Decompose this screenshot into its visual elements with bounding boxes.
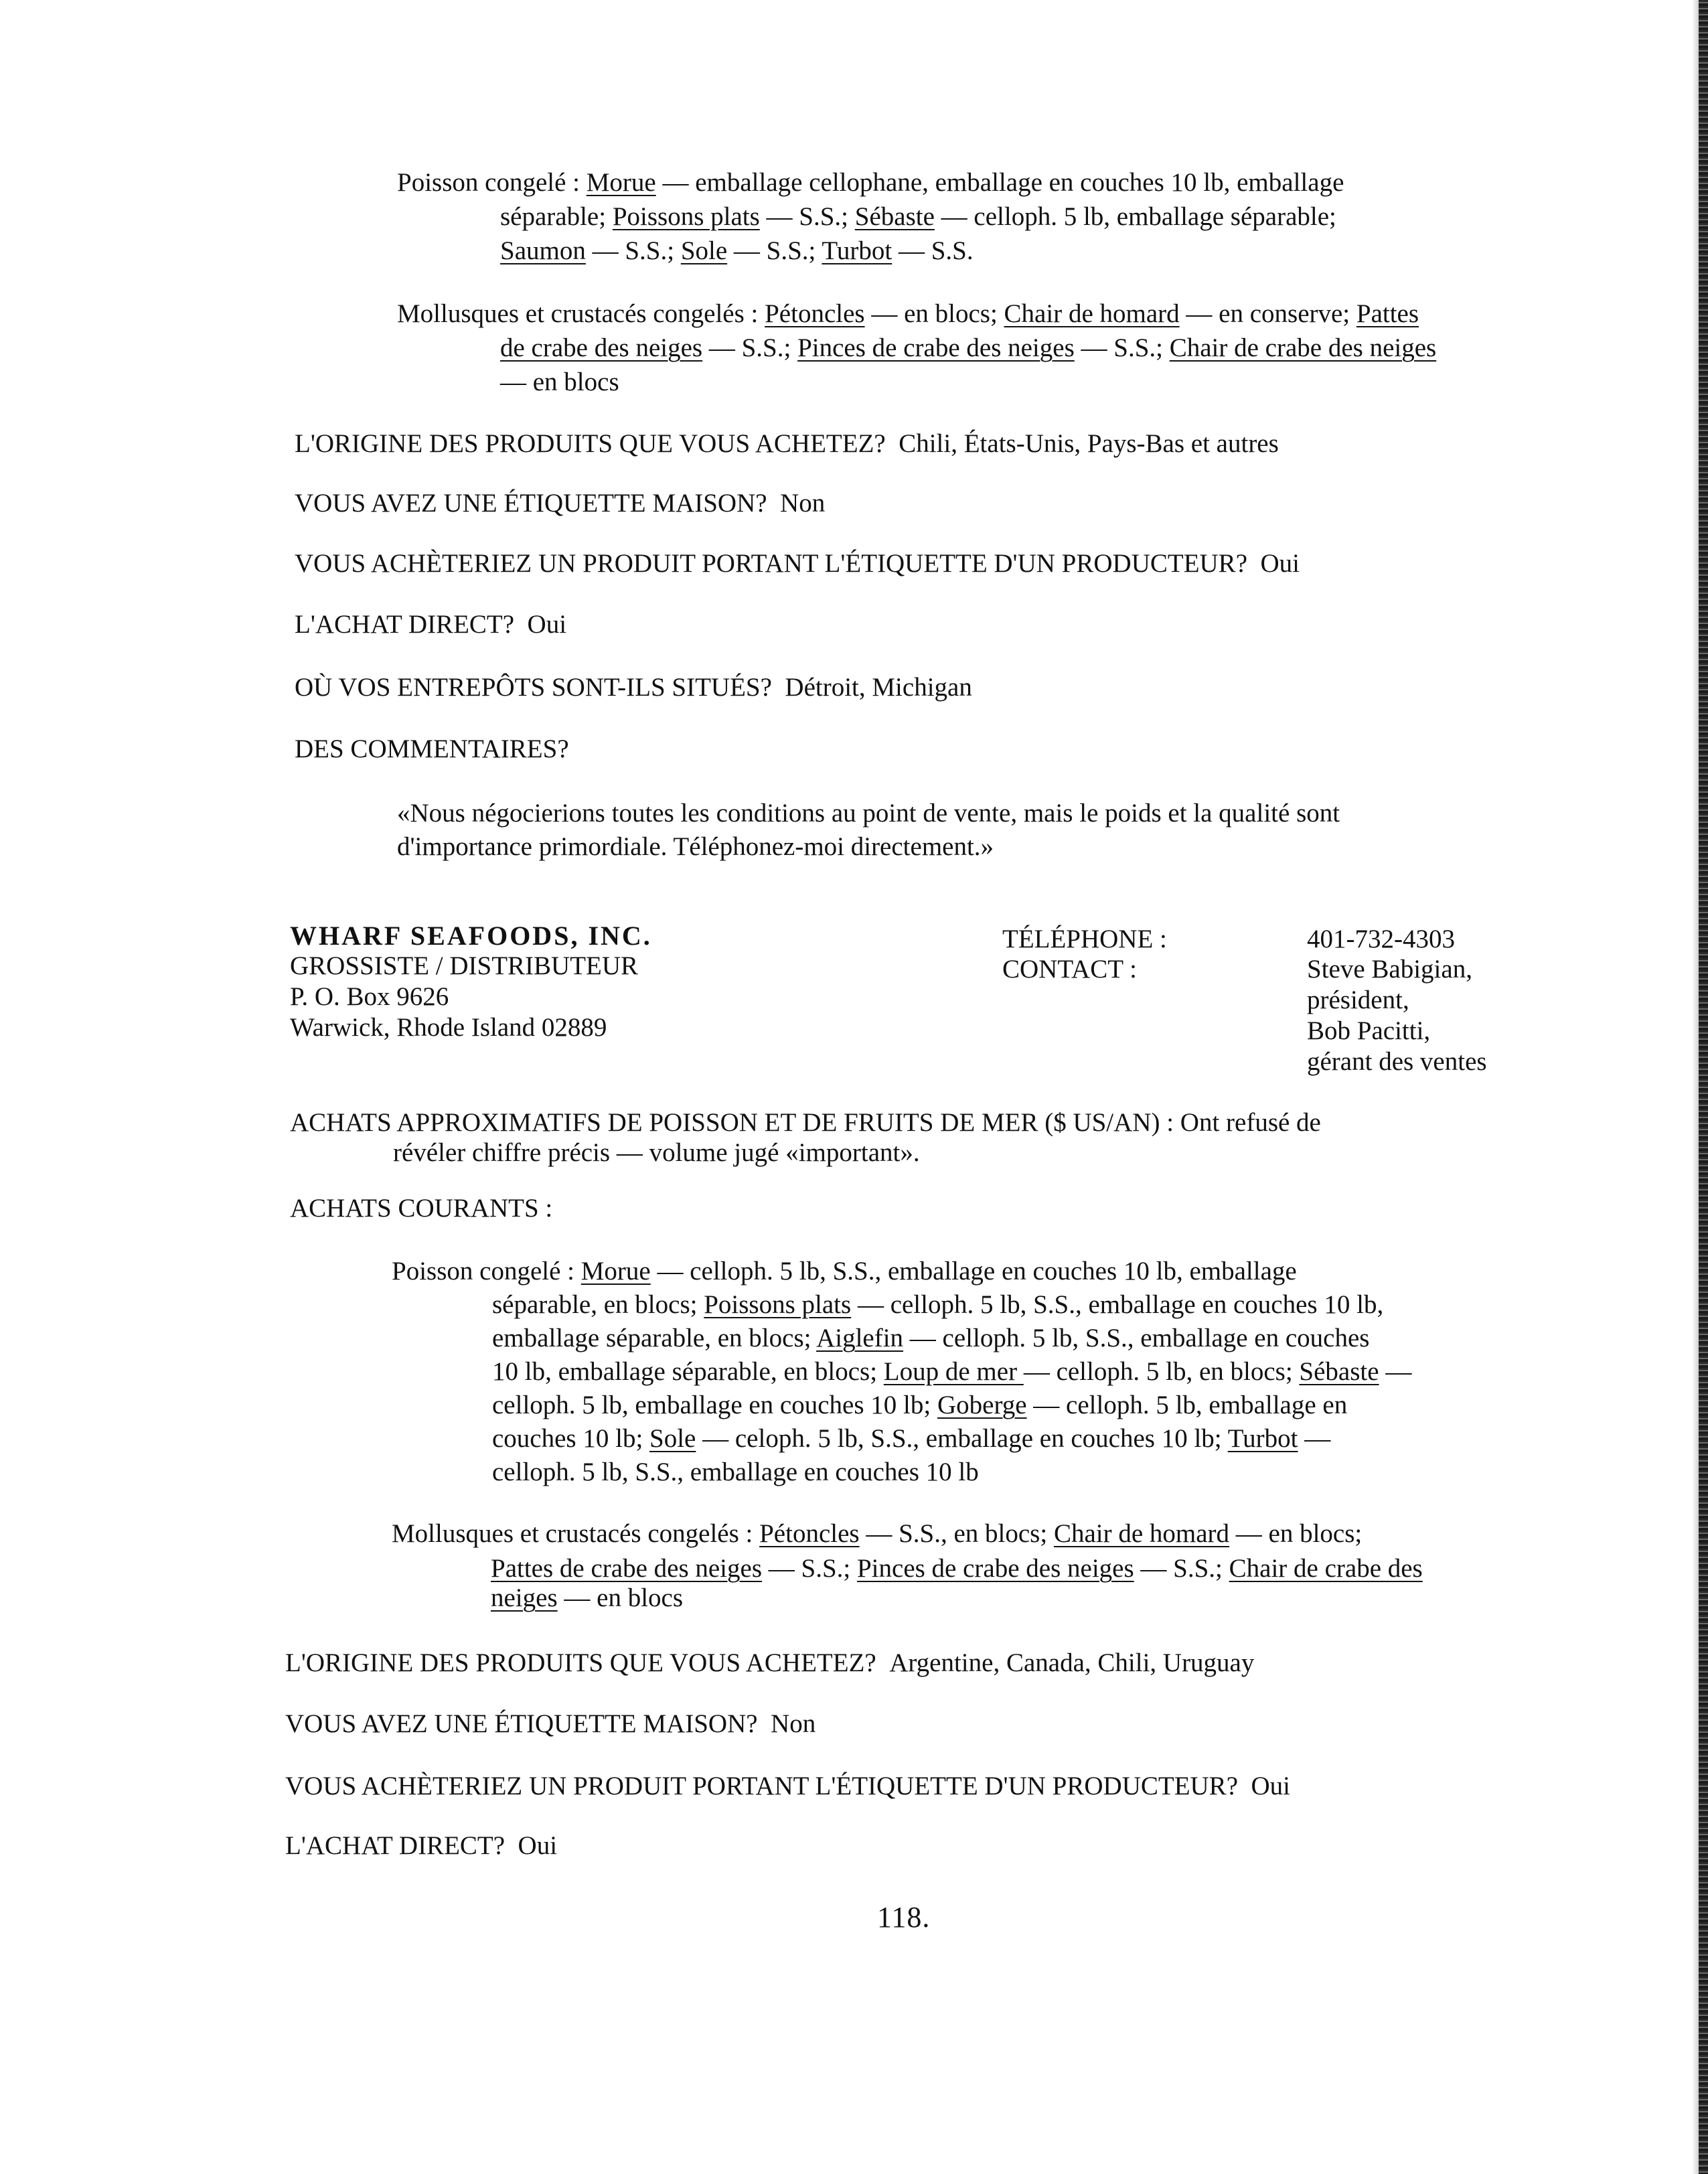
poisson-line-1: Poisson congelé : Morue — emballage cellophane, emballage en couches 10 lb, emballage [397,168,1344,197]
achats-approx-line-1: ACHATS APPROXIMATIFS DE POISSON ET DE FRUITS DE MER ($ US/AN) : Ont refusé de [290,1108,1321,1137]
product-petoncles: Pétoncles [765,299,865,328]
question-etiquette-maison: VOUS AVEZ UNE ÉTIQUETTE MAISON? Non [295,489,826,518]
question-etiquette-producteur: VOUS ACHÈTERIEZ UN PRODUIT PORTANT L'ÉTIQUETTE D'UN PRODUCTEUR? Oui [295,549,1300,578]
product-petoncles: Pétoncles [759,1519,860,1548]
product-poissons-plats: Poissons plats [704,1290,852,1319]
product-poissons-plats: Poissons plats [612,202,760,231]
product-chair-de-homard: Chair de homard [1053,1519,1230,1548]
company-address-2: Warwick, Rhode Island 02889 [290,1013,607,1042]
question-origine: L'ORIGINE DES PRODUITS QUE VOUS ACHETEZ? Chili, États-Unis, Pays-Bas et autres [295,429,1279,458]
question2-achat-direct: L'ACHAT DIRECT? Oui [285,1831,558,1860]
product-sebaste: Sébaste [854,202,935,231]
product-goberge: Goberge [937,1391,1027,1419]
question2-etiquette-producteur: VOUS ACHÈTERIEZ UN PRODUIT PORTANT L'ÉTIQUETTE D'UN PRODUCTEUR? Oui [285,1772,1291,1800]
poisson2-line-3: emballage séparable, en blocs; Aiglefin — celloph. 5 lb, S.S., emballage en couches [492,1324,1370,1352]
product-pinces-crabe: Pinces de crabe des neiges [797,333,1075,362]
product-pinces-crabe: Pinces de crabe des neiges [856,1554,1134,1583]
product-chair-crabe: Chair de crabe des neiges [1169,333,1437,362]
poisson2-line-1: Poisson congelé : Morue — celloph. 5 lb, S.S., emballage en couches 10 lb, emballage [392,1257,1297,1286]
product-loup-de-mer: Loup de mer [883,1357,1024,1386]
question2-etiquette-maison: VOUS AVEZ UNE ÉTIQUETTE MAISON? Non [285,1709,816,1738]
company-name: WHARF SEAFOODS, INC. [290,921,652,951]
product-saumon: Saumon [500,236,586,265]
poisson2-line-7: celloph. 5 lb, S.S., emballage en couches 10 lb [492,1458,979,1486]
product-morue: Morue [586,168,656,197]
product-sebaste: Sébaste [1299,1357,1379,1386]
company-type: GROSSISTE / DISTRIBUTEUR [290,951,639,980]
contact-line-4: gérant des ventes [1307,1047,1487,1076]
page-number: 118. [877,1901,931,1934]
product-neiges: neiges [491,1583,558,1612]
product-morue: Morue [580,1257,651,1286]
mollusques2-line-2: Pattes de crabe des neiges — S.S.; Pinces de crabe des neiges — S.S.; Chair de crabe des [491,1554,1423,1583]
question-commentaires: DES COMMENTAIRES? [295,734,569,763]
product-pattes-crabe: Pattes de crabe des neiges [491,1554,763,1583]
question-entrepots: OÙ VOS ENTREPÔTS SONT-ILS SITUÉS? Détroit, Michigan [295,673,972,702]
product-turbot: Turbot [1227,1424,1298,1453]
page-edge-shadow [1692,0,1699,2174]
product-aiglefin: Aiglefin [816,1324,904,1352]
product-turbot: Turbot [822,236,892,265]
poisson-line-3: Saumon — S.S.; Sole — S.S.; Turbot — S.S. [500,236,974,265]
question2-origine: L'ORIGINE DES PRODUITS QUE VOUS ACHETEZ? Argentine, Canada, Chili, Uruguay [285,1648,1255,1677]
poisson2-line-4: 10 lb, emballage séparable, en blocs; Loup de mer — celloph. 5 lb, en blocs; Sébaste — [492,1357,1412,1386]
poisson2-line-6: couches 10 lb; Sole — celoph. 5 lb, S.S., emballage en couches 10 lb; Turbot — [492,1424,1331,1453]
poisson2-line-5: celloph. 5 lb, emballage en couches 10 lb; Goberge — celloph. 5 lb, emballage en [492,1391,1348,1419]
phone-label: TÉLÉPHONE : [1002,925,1167,953]
mollusques-line-2: de crabe des neiges — S.S.; Pinces de crabe des neiges — S.S.; Chair de crabe des neiges [500,333,1437,362]
product-pattes: Pattes [1356,299,1419,328]
product-sole: Sole [680,236,728,265]
mollusques2-line-1: Mollusques et crustacés congelés : Pétoncles — S.S., en blocs; Chair de homard — en blocs; [392,1519,1363,1548]
comment-line-1: «Nous négocierions toutes les conditions au point de vente, mais le poids et la qualité sont [397,799,1340,828]
achats-courants-heading: ACHATS COURANTS : [290,1194,553,1223]
product-chair-crabe: Chair de crabe des [1229,1554,1423,1583]
company-address-1: P. O. Box 9626 [290,982,449,1011]
poisson2-line-2: séparable, en blocs; Poissons plats — celloph. 5 lb, S.S., emballage en couches 10 lb, [492,1290,1384,1319]
product-chair-de-homard: Chair de homard [1004,299,1180,328]
poisson-line-2: séparable; Poissons plats — S.S.; Sébaste — celloph. 5 lb, emballage séparable; [500,202,1336,231]
contact-line-1: Steve Babigian, [1307,955,1472,984]
product-sole: Sole [649,1424,696,1453]
mollusques-line-1: Mollusques et crustacés congelés : Pétoncles — en blocs; Chair de homard — en conserve; Pattes [397,299,1419,328]
achats-approx-line-2: révéler chiffre précis — volume jugé «important». [393,1138,920,1167]
contact-line-2: président, [1307,986,1409,1014]
question-achat-direct: L'ACHAT DIRECT? Oui [295,610,567,639]
phone-value: 401-732-4303 [1307,925,1455,953]
mollusques2-line-3: neiges — en blocs [491,1583,684,1612]
mollusques-line-3: — en blocs [500,368,619,396]
page-edge-scan-border [1699,0,1708,2174]
comment-line-2: d'importance primordiale. Téléphonez-moi directement.» [397,832,994,861]
contact-label: CONTACT : [1002,955,1137,984]
contact-line-3: Bob Pacitti, [1307,1016,1431,1045]
product-pattes-crabe: de crabe des neiges [500,333,703,362]
